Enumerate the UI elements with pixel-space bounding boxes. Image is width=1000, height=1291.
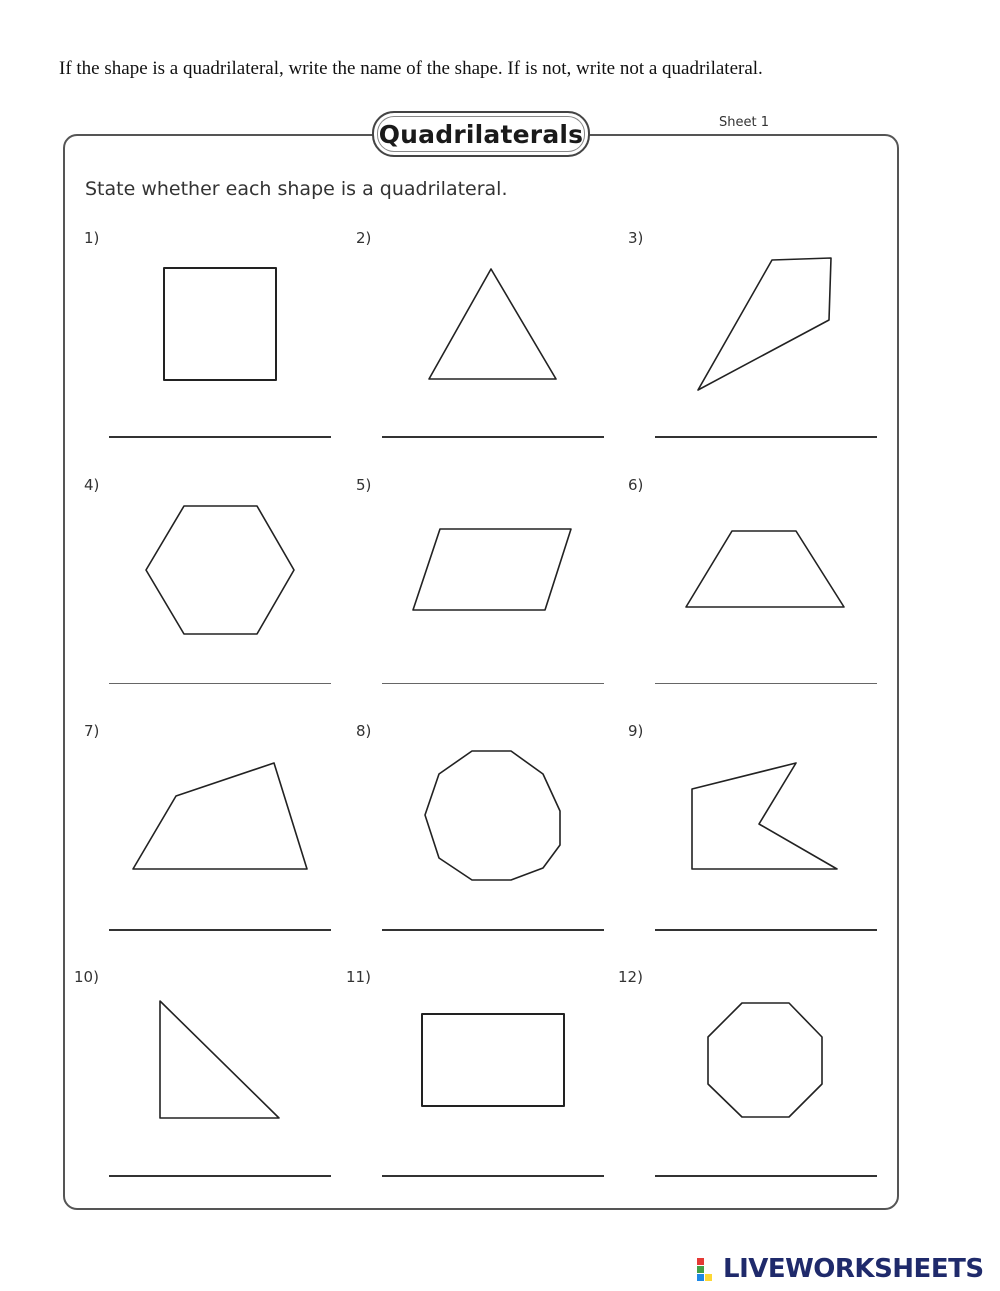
liveworksheets-logo bbox=[697, 1254, 984, 1284]
shape-9-concave-pentagon bbox=[692, 763, 837, 869]
question-number-6: 6) bbox=[628, 476, 644, 494]
shape-12-octagon bbox=[708, 1003, 822, 1117]
shape-2-triangle bbox=[429, 269, 556, 379]
question-number-5: 5) bbox=[356, 476, 372, 494]
question-number-7: 7) bbox=[84, 722, 100, 740]
directions-text: State whether each shape is a quadrilateral. bbox=[85, 178, 508, 200]
answer-line-3[interactable] bbox=[655, 436, 877, 438]
question-number-12: 12) bbox=[618, 968, 643, 986]
question-number-11: 11) bbox=[346, 968, 371, 986]
answer-line-9[interactable] bbox=[655, 929, 877, 931]
answer-line-11[interactable] bbox=[382, 1175, 604, 1177]
answer-line-4[interactable] bbox=[109, 683, 331, 684]
liveworksheets-logo-text: LIVEWORKSHEETS bbox=[723, 1254, 984, 1284]
shape-10-right-triangle bbox=[160, 1001, 279, 1118]
shape-4-hexagon bbox=[146, 506, 294, 634]
answer-line-6[interactable] bbox=[655, 683, 877, 684]
shape-7-quadrilateral bbox=[133, 763, 307, 869]
answer-line-7[interactable] bbox=[109, 929, 331, 931]
answer-line-2[interactable] bbox=[382, 436, 604, 438]
shape-11-rectangle bbox=[422, 1014, 564, 1106]
shape-1-square bbox=[164, 268, 276, 380]
liveworksheets-logo-icon bbox=[697, 1257, 721, 1281]
shape-5-parallelogram bbox=[413, 529, 571, 610]
answer-line-8[interactable] bbox=[382, 929, 604, 931]
worksheet-title: Quadrilaterals bbox=[378, 119, 584, 149]
question-number-4: 4) bbox=[84, 476, 100, 494]
shape-6-trapezoid bbox=[686, 531, 844, 607]
shape-3-kite bbox=[698, 258, 831, 390]
answer-line-1[interactable] bbox=[109, 436, 331, 438]
sheet-label: Sheet 1 bbox=[719, 115, 769, 130]
question-number-8: 8) bbox=[356, 722, 372, 740]
question-number-3: 3) bbox=[628, 229, 644, 247]
answer-line-5[interactable] bbox=[382, 683, 604, 684]
question-number-9: 9) bbox=[628, 722, 644, 740]
instruction-text: If the shape is a quadrilateral, write the name of the shape. If is not, write not a quadrilateral. bbox=[59, 58, 763, 79]
question-number-1: 1) bbox=[84, 229, 100, 247]
shape-8-decagon bbox=[425, 751, 560, 880]
question-number-2: 2) bbox=[356, 229, 372, 247]
answer-line-10[interactable] bbox=[109, 1175, 331, 1177]
answer-line-12[interactable] bbox=[655, 1175, 877, 1177]
question-number-10: 10) bbox=[74, 968, 99, 986]
